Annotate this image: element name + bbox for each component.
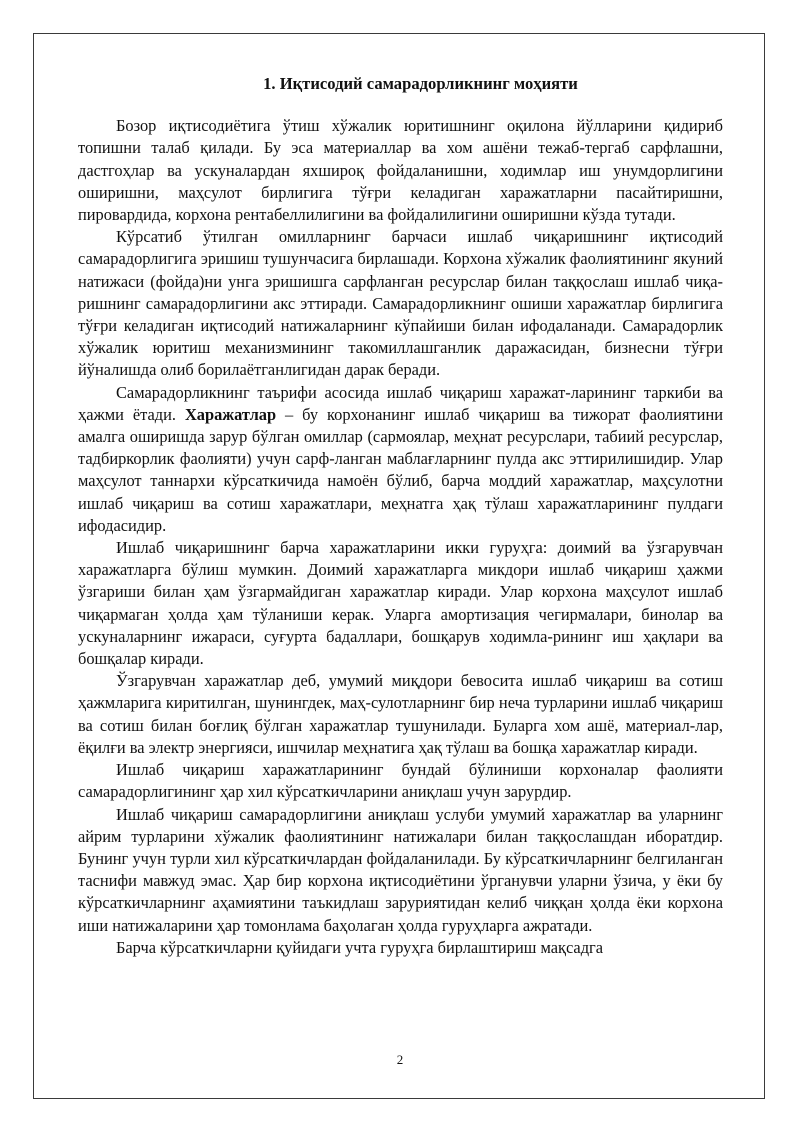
paragraph-6: Ишлаб чиқариш харажатларининг бундай бўлиниши корхоналар фаолияти самарадорлигининг ҳар хил кўрсаткичларини аниқлаш учун зарурдир. (78, 760, 723, 802)
page-number: 2 (396, 1052, 404, 1067)
paragraph-5: Ўзгарувчан харажатлар деб, умумий миқдори бевосита ишлаб чиқариш ва сотиш ҳажмларига киритилган, шунингдек, маҳ-сулотларнинг бир неча турларини ишлаб чиқариш ва сотиш билан боғлиқ бўлган харажатлар тушунилади. Буларга хом ашё, материал-лар, ёқилғи ва электр энергияси, ишчилар меҳнатига ҳақ тўлаш ва бошқа харажатлар киради. (78, 671, 723, 757)
paragraph-3-rest: – бу корхонанинг ишлаб чиқариш ва тижорат фаолиятини амалга оширишда зарур бўлган омиллар (сармоялар, меҳнат ресурслари, табиий ресурслар, тадбиркорлик фаолияти) учун сарф-ланган маблағларнинг пулда акс эттирилишидир. Улар маҳсулот таннархи кўрсаткичида намоён бўлиб, барча моддий харажатлар, маҳсулотни ишлаб чиқариш ва сотиш харажатлари, меҳнатга ҳақ тўлаш харажатларининг пулдаги ифодасидир. (78, 404, 723, 535)
paragraph-2: Кўрсатиб ўтилган омилларнинг барчаси ишлаб чиқаришнинг иқтисодий самарадорлигига эришиш тушунчасига бирлашади. Корхона хўжалик фаолиятининг якуний натижаси (фойда)ни унга эришишга сарфланган ресурслар билан таққослаш ишлаб чиқа-ришнинг самарадорлигини акс эттиради. Самарадорликнинг ошиши харажатлар бирлигига тўғри келадиган иқтисодий натижаларнинг кўпайиши билан ифодаланади. Самарадорлик хўжалик юритиш механизмининг такомиллашганлик даражасидан, бизнесни тўғри йўналишда олиб борилаётганлигидан дарак беради. (78, 227, 723, 380)
paragraph-3-start: Самарадорликнинг таърифи асосида ишлаб чиқариш харажат-ларининг таркиби ва ҳажми ётади. (78, 382, 723, 424)
paragraph-8: Барча кўрсаткичларни қуйидаги учта гуруҳга бирлаштириш мақсадга (116, 937, 604, 957)
section-title: 1. Иқтисодий самарадорликнинг моҳияти (263, 74, 578, 93)
paragraph-4: Ишлаб чиқаришнинг барча харажатларини икки гуруҳга: доимий ва ўзгарувчан харажатларга бўлиш мумкин. Доимий харажатларга микдори ишлаб чиқариш ҳажми ўзгариши билан ҳам ўзгармайдиган харажатлар киради. Улар корхона маҳсулот ишлаб чиқармаган ҳолда ҳам тўланиши керак. Уларга амортизация чегирмалари, бинолар ва ускуналарнинг ижараси, суғурта бадаллари, бошқарув ходимла-рининг иш ҳақлари ва бошқалар киради. (78, 538, 723, 669)
term-costs-bold: Харажатлар (184, 404, 277, 424)
paragraph-3 (78, 382, 723, 537)
paragraph-7: Ишлаб чиқариш самарадорлигини аниқлаш услуби умумий харажатлар ва уларнинг айрим турларини хўжалик фаолиятининг натижалари билан таққослашдан иборатдир. Бунинг учун турли хил кўрсаткичлардан фойдаланилади. Бу кўрсаткичларнинг белгиланган таснифи мавжуд эмас. Ҳар бир корхона иқтисодиётини ўрганувчи уларни ўзича, у ёки бу кўрсаткичларнинг аҳамиятини таъкидлаш заруриятидан келиб чиққан ҳолда ёки корхона иши натижаларини ҳар томонлама баҳолаган ҳолда гуруҳларга ажратади. (78, 804, 723, 935)
document-body (78, 73, 723, 959)
paragraph-1: Бозор иқтисодиётига ўтиш хўжалик юритишнинг оқилона йўлларини қидириб топишни талаб қилади. Бу эса материаллар ва хом ашёни тежаб-тергаб сарфлашни, дастгоҳлар ва ускуналардан яхшироқ фойдаланишни, ходимлар иш унумдорлигини оширишни, маҳсулот бирлигига тўғри келадиган харажатларни пасайтиришни, пировардида, корхона рентабеллилигини ва фойдалилигини оширишни кўзда тутади. (78, 116, 723, 225)
